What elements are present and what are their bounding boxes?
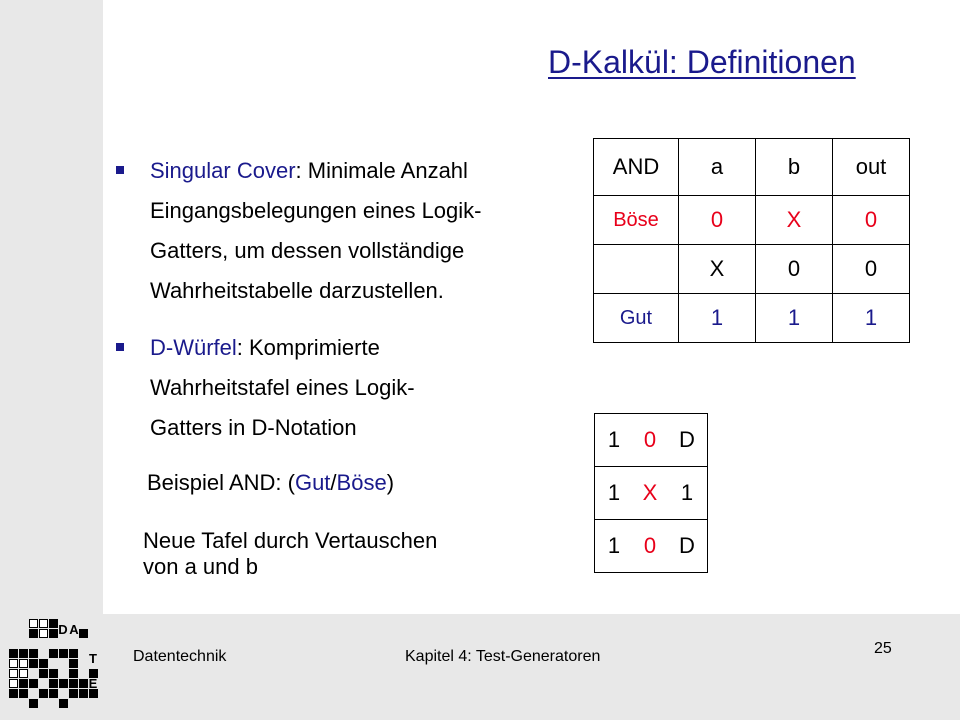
term-d-wuerfel: D-Würfel	[150, 335, 237, 360]
header-cell: out	[833, 139, 910, 196]
table-row	[594, 196, 910, 245]
table-cell: 1	[667, 467, 708, 520]
slide-title: D-Kalkül: Definitionen	[548, 44, 856, 80]
table-cell: X	[634, 467, 667, 520]
table-cell: 1	[595, 520, 634, 573]
table-cell: 1	[756, 294, 833, 343]
d-cube-table	[594, 413, 708, 573]
row-label: Gut	[594, 294, 679, 343]
table-cell: 0	[833, 245, 910, 294]
bullet-marker	[116, 166, 124, 174]
header-cell: AND	[594, 139, 679, 196]
table-cell: 0	[833, 196, 910, 245]
footer-bar	[0, 614, 960, 720]
row-label	[594, 245, 679, 294]
example-line: Beispiel AND: (Gut/Böse)	[147, 470, 395, 495]
date-logo	[8, 618, 100, 710]
footer-chapter: Kapitel 4: Test-Generatoren	[405, 648, 601, 665]
svg-text:T: T	[89, 651, 97, 666]
table-row	[595, 414, 708, 467]
table-cell: 1	[595, 414, 634, 467]
table-row	[595, 467, 708, 520]
table-cell: 0	[679, 196, 756, 245]
table-cell: 1	[679, 294, 756, 343]
table-cell: D	[667, 520, 708, 573]
page-number: 25	[874, 640, 892, 657]
swap-note: Neue Tafel durch Vertauschen von a und b	[143, 528, 438, 579]
table-cell: 0	[756, 245, 833, 294]
table-cell: 1	[595, 467, 634, 520]
row-label: Böse	[594, 196, 679, 245]
table-cell: X	[756, 196, 833, 245]
term-singular-cover: Singular Cover	[150, 158, 296, 183]
table-cell: 1	[833, 294, 910, 343]
table-cell: X	[679, 245, 756, 294]
left-strip	[0, 0, 103, 614]
table-cell: 0	[634, 520, 667, 573]
header-cell: b	[756, 139, 833, 196]
svg-text:E: E	[88, 676, 98, 691]
bullet-marker	[116, 343, 124, 351]
table-row	[594, 294, 910, 343]
table-header-row	[594, 139, 910, 196]
svg-text:D: D	[58, 622, 68, 637]
table-cell: D	[667, 414, 708, 467]
and-truth-table	[593, 138, 910, 343]
table-row	[595, 520, 708, 573]
header-cell: a	[679, 139, 756, 196]
svg-text:A: A	[69, 622, 79, 637]
table-row	[594, 245, 910, 294]
footer-course: Datentechnik	[133, 648, 227, 665]
table-cell: 0	[634, 414, 667, 467]
